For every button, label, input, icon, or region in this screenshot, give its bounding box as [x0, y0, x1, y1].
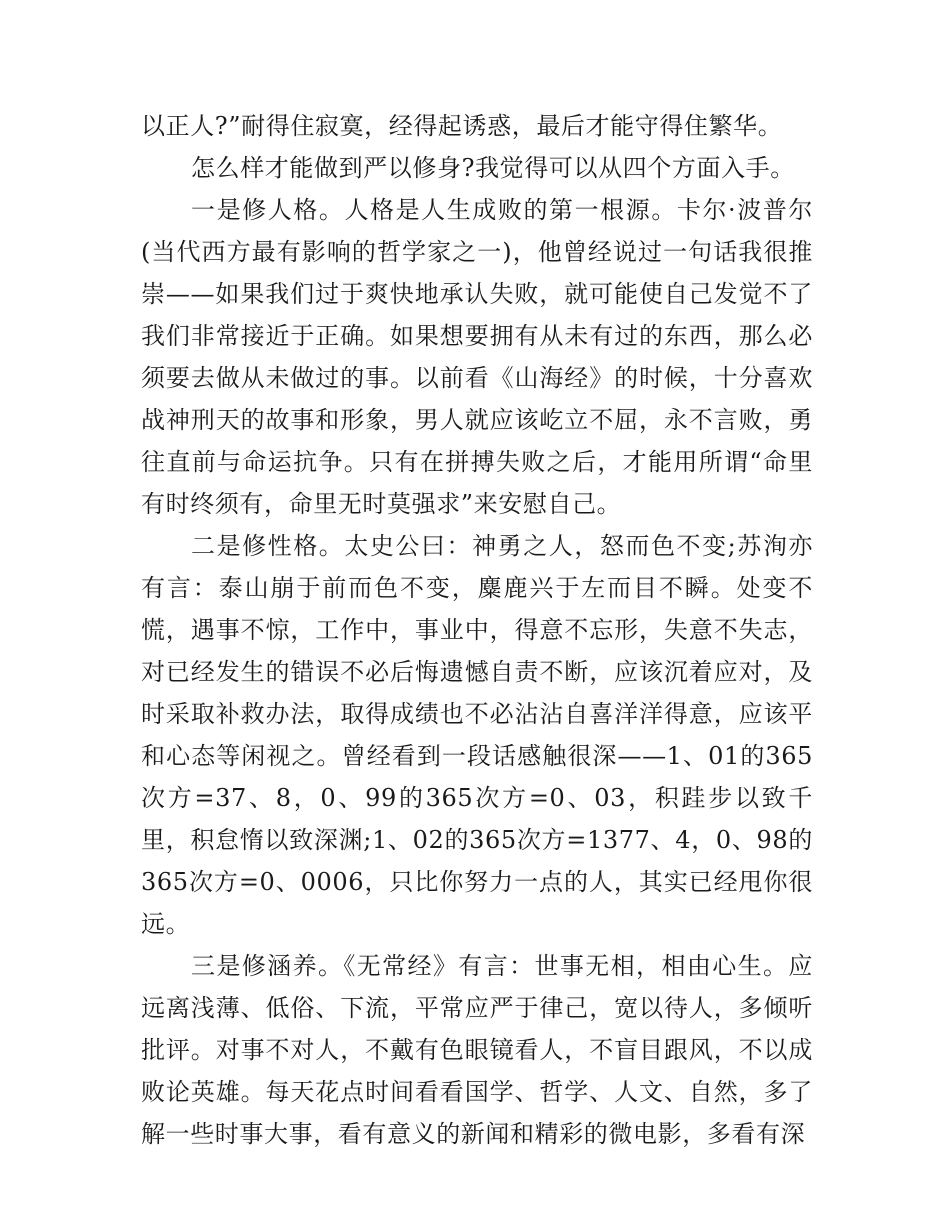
paragraph-personality: 一是修人格。人格是人生成败的第一根源。卡尔·波普尔(当代西方最有影响的哲学家之一)，他曾经说过一句话我很推崇——如果我们过于爽快地承认失败，就可能使自己发觉不了我们非常接近于正确。如果想要拥有从未有过的东西，那么必须要去做从未做过的事。以前看《山海经》的时候，十分喜欢战神刑天的故事和形象，男人就应该屹立不屈，永不言败，勇往直前与命运抗争。只有在拼搏失败之后，才能用所谓“命里有时终须有，命里无时莫强求”来安慰自己。 — [141, 196, 813, 518]
document-body — [141, 105, 813, 1155]
paragraph-temperament: 二是修性格。太史公曰：神勇之人，怒而色不变;苏洵亦有言：泰山崩于前而色不变，麋鹿兴于左而目不瞬。处变不慌，遇事不惊，工作中，事业中，得意不忘形，失意不失志，对已经发生的错误不必后悔遗憾自责不断，应该沉着应对，及时采取补救办法，取得成绩也不必沾沾自喜洋洋得意，应该平和心态等闲视之。曾经看到一段话感触很深——1、01的365次方=37、8，0、99的365次方=0、03，积跬步以致千里，积怠惰以致深渊;1、02的365次方=1377、4，0、98的365次方=0、0006，只比你努力一点的人，其实已经甩你很远。 — [141, 532, 813, 938]
paragraph-intro: 怎么样才能做到严以修身?我觉得可以从四个方面入手。 — [191, 154, 795, 182]
paragraph-cultivation: 三是修涵养。《无常经》有言：世事无相，相由心生。应远离浅薄、低俗、下流，平常应严于律己，宽以待人，多倾听批评。对事不对人，不戴有色眼镜看人，不盲目跟风，不以成败论英雄。每天花点时间看看国学、哲学、人文、自然，多了解一些时事大事，看有意义的新闻和精彩的微电影，多看有深 — [141, 952, 813, 1148]
paragraph-continuation: 以正人?”耐得住寂寞，经得起诱惑，最后才能守得住繁华。 — [141, 112, 783, 140]
